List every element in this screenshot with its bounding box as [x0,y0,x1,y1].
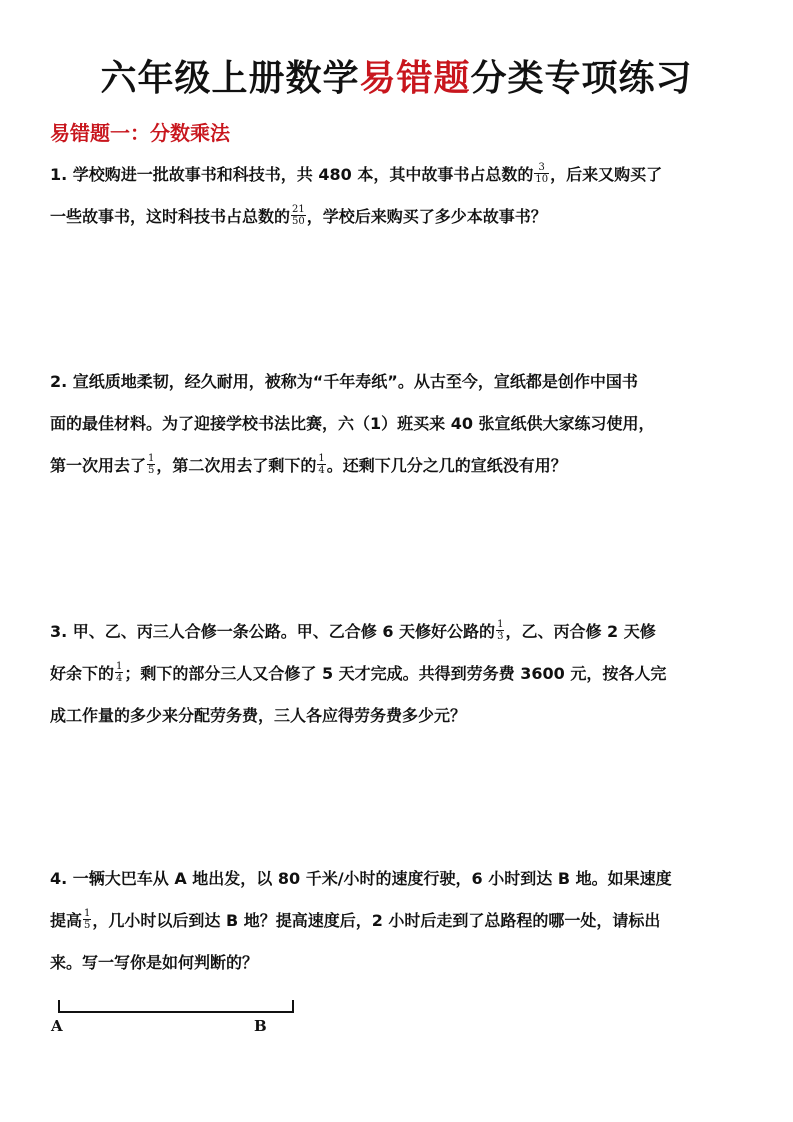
question-2-line-3 [50,445,750,487]
question-3-text-c: 好余下的 [50,664,115,683]
fraction-denominator: 50 [292,216,305,227]
segment-tick-b [292,1000,294,1012]
fraction-denominator: 5 [148,465,155,476]
point-a-label: A [51,1017,63,1035]
fraction-numerator: 1 [318,453,325,464]
question-4-line-2 [50,900,750,942]
question-2 [50,361,750,487]
title-highlight: 易错题 [359,57,471,99]
fraction-1-4 [317,453,325,476]
question-3-text-a: 3. 甲、乙、丙三人合修一条公路。甲、乙合修 6 天修好公路的 [50,622,496,641]
fraction-1-3 [496,619,504,642]
segment-bar [58,1011,294,1013]
question-2-text-b: ，第二次用去了剩下的 [156,456,317,475]
question-2-text-a: 第一次用去了 [50,456,147,475]
question-4-text-b: ，几小时以后到达 B 地？提高速度后，2 小时后走到了总路程的哪一处，请标出 [92,911,661,930]
question-1-text-c: 一些故事书，这时科技书占总数的 [50,207,291,226]
title-part-1: 六年级上册数学 [100,57,360,99]
question-1-line-1 [50,154,750,196]
page-title [0,50,793,101]
fraction-denominator: 3 [497,631,504,642]
question-1 [50,154,750,238]
route-line-segment [58,1003,294,1011]
question-1-text-e: ，学校后来购买了多少本故事书？ [306,207,547,226]
question-1-line-2 [50,196,750,238]
question-1-text-b: ，后来又购买了 [550,165,663,184]
question-3-line-3: 成工作量的多少来分配劳务费，三人各应得劳务费多少元？ [50,706,467,725]
question-4-text-a: 提高 [50,911,83,930]
fraction-3-10 [534,162,549,185]
question-4-line-3: 来。写一写你是如何判断的？ [50,953,259,972]
question-1-text-a: 1. 学校购进一批故事书和科技书，共 480 本，其中故事书占总数的 [50,165,534,184]
fraction-numerator: 21 [292,204,305,215]
fraction-1-5 [83,908,91,931]
fraction-denominator: 4 [116,673,123,684]
question-3-line-1 [50,611,750,653]
question-3 [50,611,750,737]
question-2-text-c: 。还剩下几分之几的宣纸没有用？ [326,456,567,475]
question-2-line-2: 面的最佳材料。为了迎接学校书法比赛，六（1）班买来 40 张宣纸供大家练习使用， [50,414,655,433]
title-part-3: 分类专项练习 [470,57,693,99]
section-title: 易错题一：分数乘法 [50,121,230,145]
question-3-line-2 [50,653,750,695]
fraction-1-5 [147,453,155,476]
question-3-text-d: ；剩下的部分三人又合修了 5 天才完成。共得到劳务费 3600 元，按各人完 [124,664,667,683]
fraction-1-4 [115,661,123,684]
question-4-line-1: 4. 一辆大巴车从 A 地出发，以 80 千米/小时的速度行驶，6 小时到达 B 地。如果速度 [50,869,672,888]
question-3-text-b: ，乙、丙合修 2 天修 [505,622,656,641]
fraction-numerator: 1 [497,619,504,630]
fraction-numerator: 1 [116,661,123,672]
point-b-label: B [254,1017,267,1035]
fraction-21-50 [291,204,306,227]
fraction-denominator: 5 [84,920,91,931]
fraction-denominator: 4 [318,465,325,476]
fraction-denominator: 10 [535,174,549,185]
question-4 [50,858,750,984]
fraction-numerator: 1 [148,453,155,464]
question-2-line-1: 2. 宣纸质地柔韧，经久耐用，被称为“千年寿纸”。从古至今，宣纸都是创作中国书 [50,372,638,391]
fraction-numerator: 1 [84,908,91,919]
fraction-numerator: 3 [534,162,549,174]
